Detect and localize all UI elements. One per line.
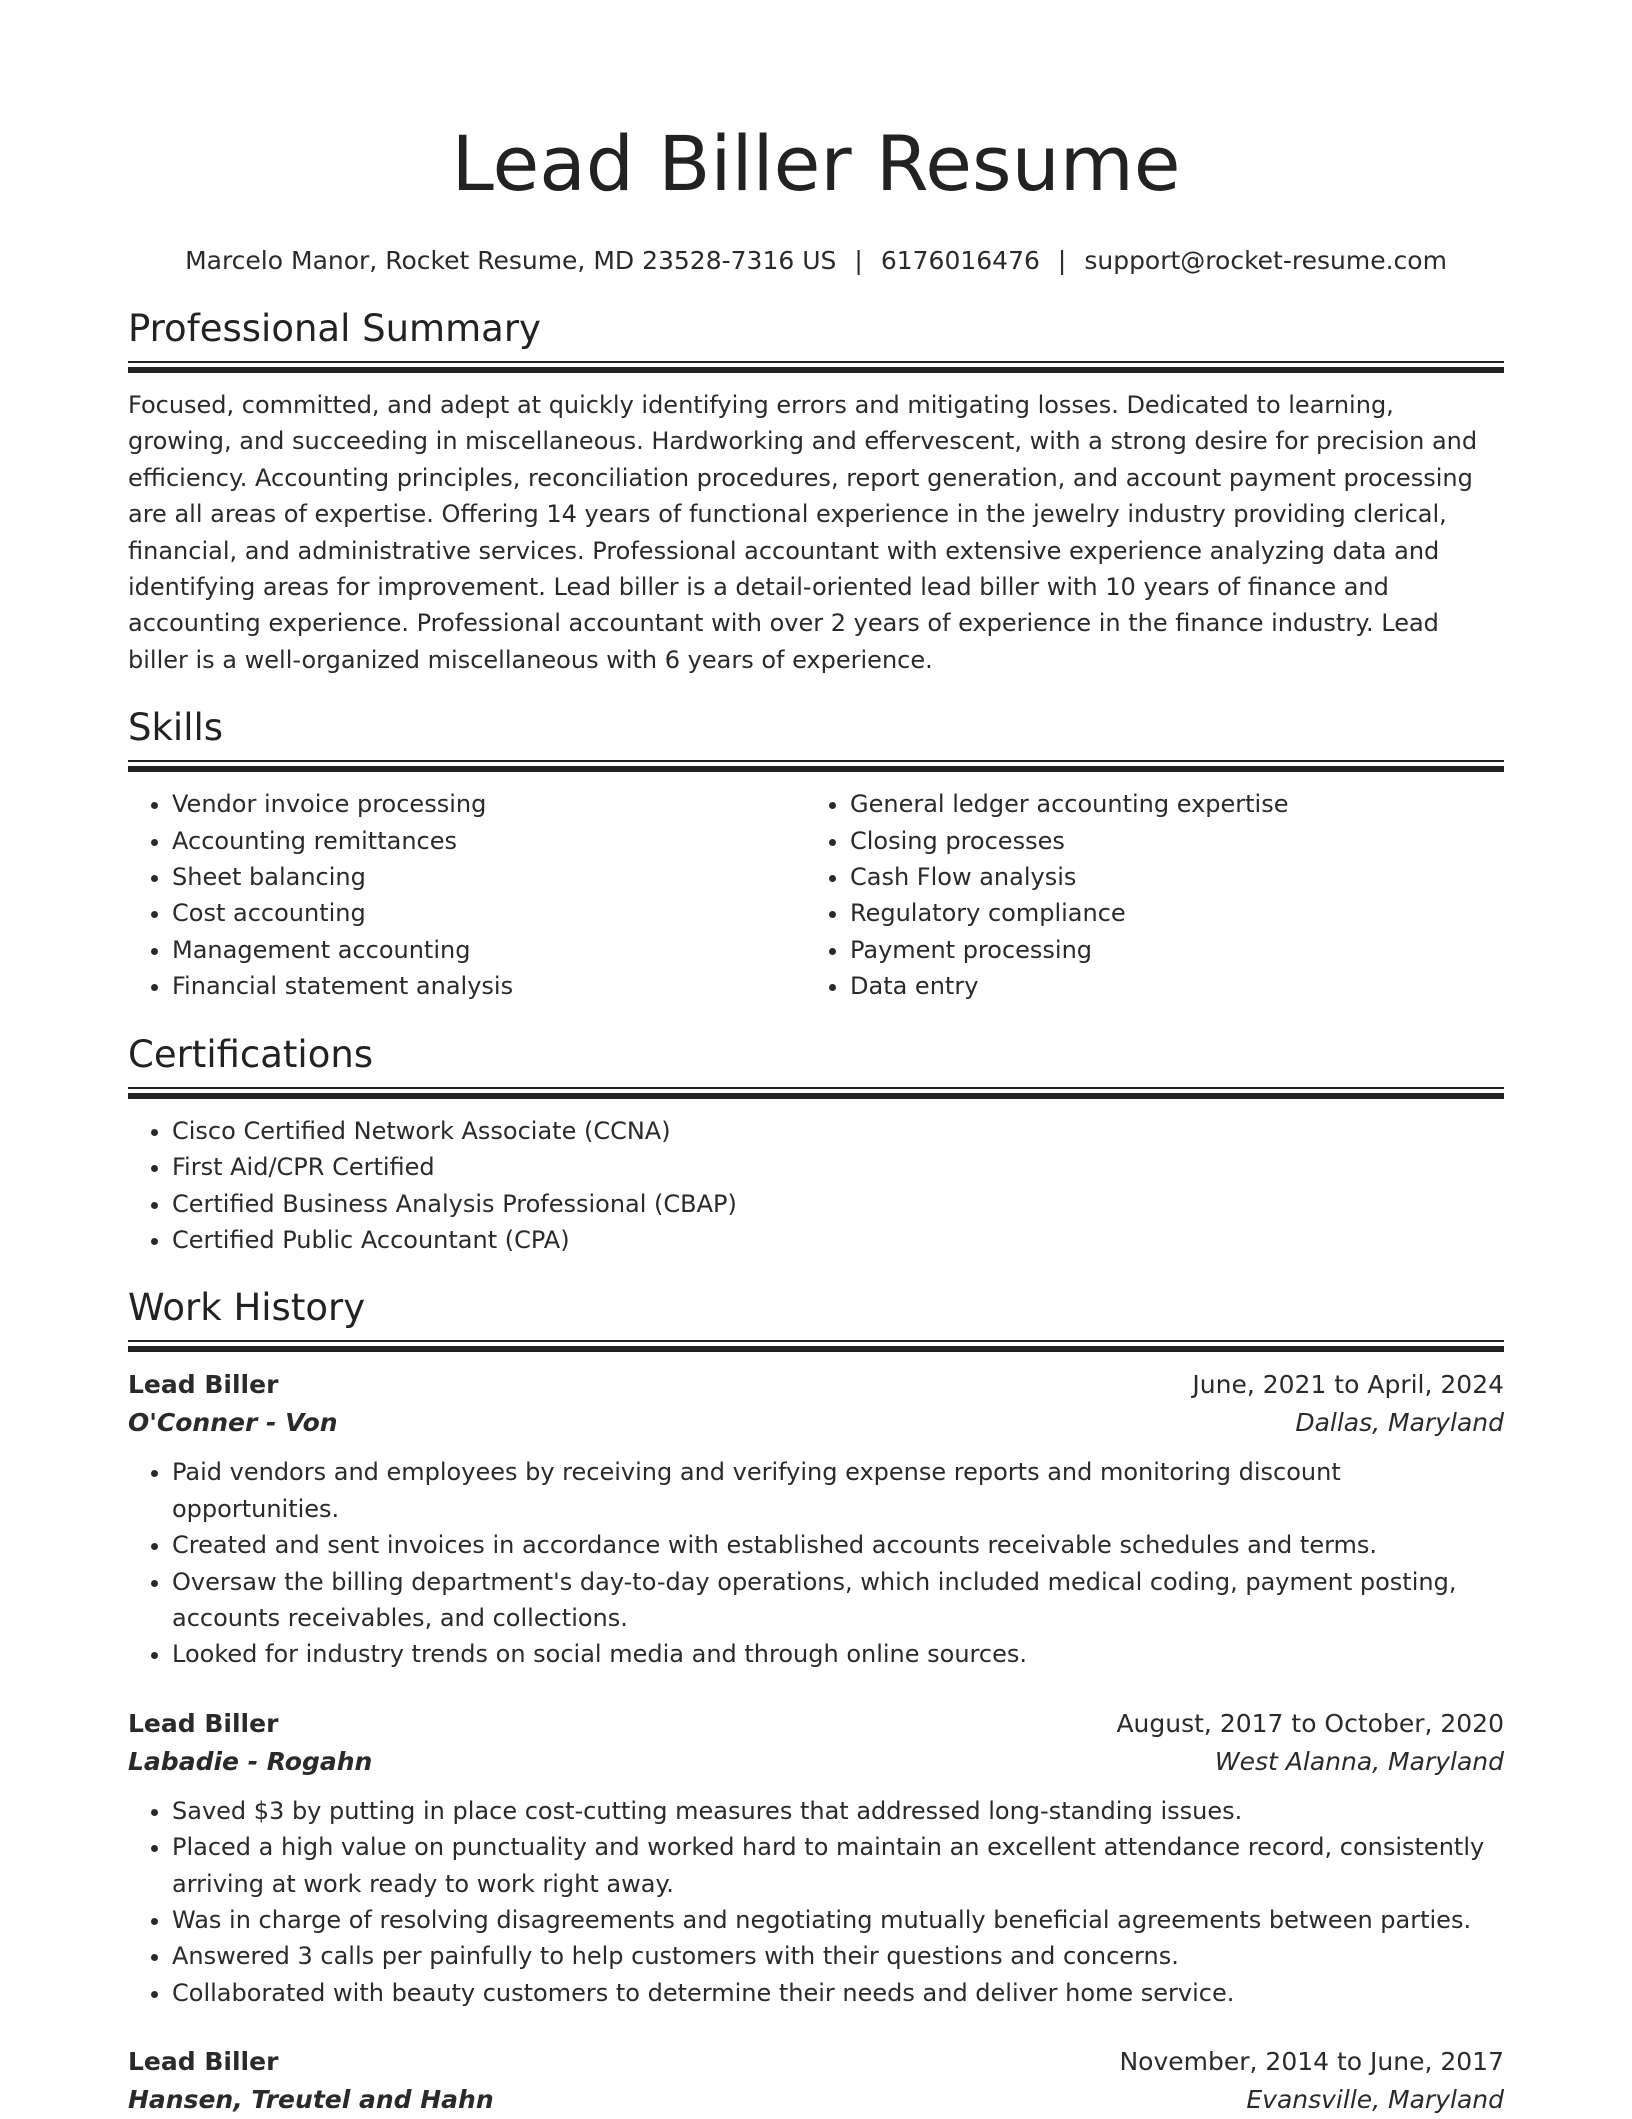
- job-subheader: [128, 2081, 1504, 2119]
- job-header: [128, 1366, 1504, 1404]
- skill-item: • Payment processing: [850, 932, 1484, 968]
- resume-title: Lead Biller Resume: [451, 119, 1181, 208]
- job-subheader: [128, 1743, 1504, 1781]
- section-divider: [128, 1340, 1504, 1342]
- job-dates: June, 2021 to April, 2024: [1192, 1370, 1504, 1400]
- job-header: [128, 1705, 1504, 1743]
- section-divider: [128, 1346, 1504, 1352]
- skill-item: • Management accounting: [172, 932, 806, 968]
- contact-email: support@rocket-resume.com: [1084, 246, 1447, 275]
- section-heading-skills: Skills: [128, 706, 224, 750]
- skill-item: • Regulatory compliance: [850, 895, 1484, 931]
- contact-separator: |: [854, 246, 863, 275]
- job-bullet: • Created and sent invoices in accordance with established accounts receivable schedules and terms.: [172, 1527, 1504, 1563]
- certification-item: • Certified Public Accountant (CPA): [172, 1222, 1504, 1258]
- job-entry: [128, 1705, 1504, 2011]
- job-bullet: • Looked for industry trends on social media and through online sources.: [172, 1636, 1504, 1672]
- section-divider: [128, 361, 1504, 363]
- skill-item: • Closing processes: [850, 823, 1484, 859]
- job-entry: [128, 1366, 1504, 1672]
- skill-item: • Cash Flow analysis: [850, 859, 1484, 895]
- section-heading-summary: Professional Summary: [128, 307, 541, 350]
- job-bullets: [128, 1793, 1504, 2011]
- certification-item: • First Aid/CPR Certified: [172, 1149, 1504, 1185]
- skill-item: • Vendor invoice processing: [172, 786, 806, 822]
- job-company: Hansen, Treutel and Hahn: [128, 2085, 494, 2115]
- work-history-section: [128, 1286, 1504, 2119]
- job-dates: August, 2017 to October, 2020: [1116, 1708, 1504, 1738]
- skills-list-right: [806, 786, 1484, 1004]
- job-entry: [128, 2043, 1504, 2119]
- skill-item: • Cost accounting: [172, 895, 806, 931]
- section-divider: [128, 367, 1504, 373]
- job-bullet: • Paid vendors and employees by receiving and verifying expense reports and monitoring discount opportunities.: [172, 1454, 1504, 1527]
- job-bullet: • Was in charge of resolving disagreements and negotiating mutually beneficial agreements between parties.: [172, 1902, 1504, 1938]
- job-header: [128, 2043, 1504, 2081]
- section-divider: [128, 1087, 1504, 1089]
- job-dates: November, 2014 to June, 2017: [1119, 2047, 1504, 2077]
- job-title: Lead Biller: [128, 1370, 279, 1400]
- skills-section: [128, 706, 1504, 1004]
- job-location: Dallas, Maryland: [1295, 1408, 1504, 1438]
- job-location: Evansville, Maryland: [1246, 2085, 1504, 2115]
- resume-page: [128, 0, 1504, 2119]
- summary-text: Focused, committed, and adept at quickly identifying errors and mitigating losses. Dedicated to learning, growing, and succeeding in miscellaneous. Hardworking and effervescent, with a strong desire for precision and efficiency. Accounting principles, reconciliation procedures, report generation, and account payment processing are all areas of expertise. Offering 14 years of functional experience in the jewelry industry providing clerical, financial, and administrative services. Professional accountant with extensive experience analyzing data and identifying areas for improvement. Lead biller is a detail-oriented lead biller with 10 years of finance and accounting experience. Professional accountant with over 2 years of experience in the finance industry. Lead biller is a well-organized miscellaneous with 6 years of experience.: [128, 391, 1478, 674]
- skill-item: • Sheet balancing: [172, 859, 806, 895]
- certifications-section: [128, 1033, 1504, 1259]
- contact-line: [128, 244, 1504, 278]
- job-title: Lead Biller: [128, 2047, 279, 2077]
- skill-item: • Financial statement analysis: [172, 968, 806, 1004]
- job-subheader: [128, 1404, 1504, 1442]
- skill-item: • Data entry: [850, 968, 1484, 1004]
- section-divider: [128, 766, 1504, 772]
- job-company: Labadie - Rogahn: [128, 1746, 373, 1776]
- job-bullet: • Saved $3 by putting in place cost-cutting measures that addressed long-standing issues.: [172, 1793, 1504, 1829]
- section-divider: [128, 1093, 1504, 1099]
- section-heading-certifications: Certifications: [128, 1032, 374, 1076]
- job-bullet: • Collaborated with beauty customers to determine their needs and deliver home service.: [172, 1975, 1504, 2011]
- summary-section: [128, 307, 1504, 678]
- section-divider: [128, 760, 1504, 762]
- job-bullet: • Oversaw the billing department's day-to-day operations, which included medical coding, payment posting, accounts receivables, and collections.: [172, 1564, 1504, 1637]
- skills-columns: [128, 786, 1504, 1004]
- skills-list-left: [128, 786, 806, 1004]
- skill-item: • General ledger accounting expertise: [850, 786, 1484, 822]
- contact-address: Marcelo Manor, Rocket Resume, MD 23528-7316 US: [185, 246, 837, 275]
- section-heading-work-history: Work History: [128, 1286, 366, 1330]
- contact-separator: |: [1057, 246, 1067, 275]
- contact-phone: 6176016476: [880, 246, 1040, 275]
- job-title: Lead Biller: [128, 1708, 279, 1738]
- job-company: O'Conner - Von: [128, 1408, 338, 1438]
- certifications-list: [128, 1113, 1504, 1259]
- certification-item: • Certified Business Analysis Professional (CBAP): [172, 1186, 1504, 1222]
- job-location: West Alanna, Maryland: [1214, 1746, 1504, 1776]
- job-bullet: • Answered 3 calls per painfully to help customers with their questions and concerns.: [172, 1938, 1504, 1974]
- job-bullets: [128, 1454, 1504, 1672]
- job-bullet: • Placed a high value on punctuality and worked hard to maintain an excellent attendance record, consistently arriving at work ready to work right away.: [172, 1829, 1504, 1902]
- certification-item: • Cisco Certified Network Associate (CCNA): [172, 1113, 1504, 1149]
- skill-item: • Accounting remittances: [172, 823, 806, 859]
